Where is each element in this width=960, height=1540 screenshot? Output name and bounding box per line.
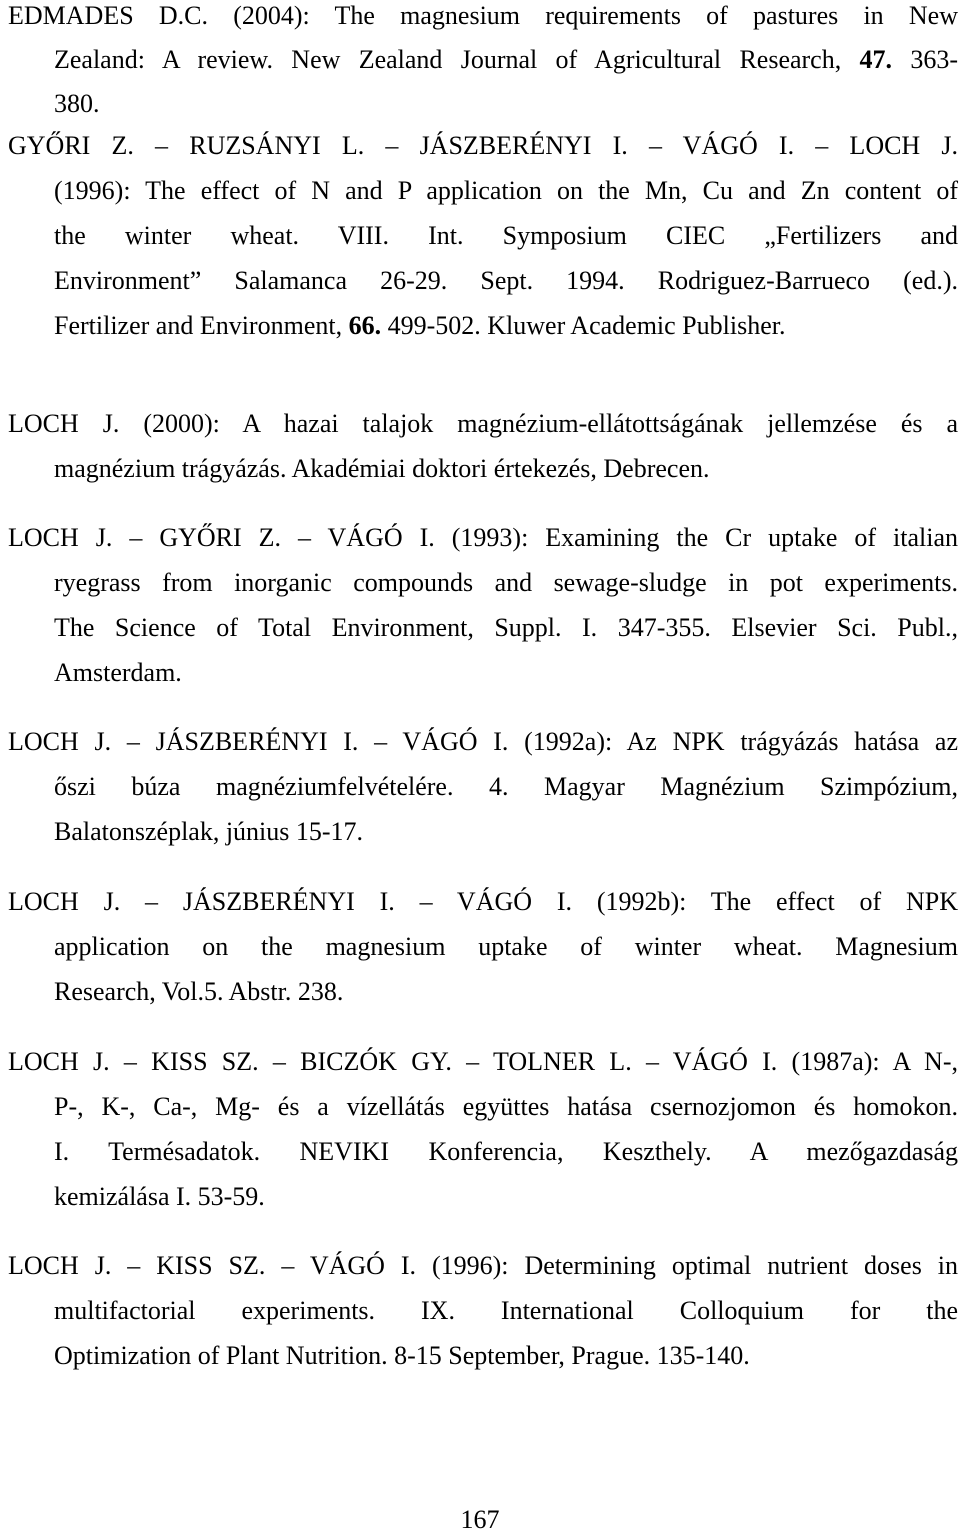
reference-line: kemizálása I. 53-59. bbox=[54, 1182, 265, 1211]
reference-line: Research, Vol.5. Abstr. 238. bbox=[54, 977, 344, 1006]
volume-number: 47. bbox=[859, 45, 893, 74]
reference-line: I. Termésadatok. NEVIKI Konferencia, Keszthely. A mezőgazdaság bbox=[54, 1137, 958, 1166]
reference-line: Optimization of Plant Nutrition. 8-15 September, Prague. 135-140. bbox=[54, 1341, 750, 1370]
volume-number: 66. bbox=[348, 311, 382, 340]
reference-line: GYŐRI Z. – RUZSÁNYI L. – JÁSZBERÉNYI I. – VÁGÓ I. – LOCH J. bbox=[8, 131, 958, 160]
reference-line: LOCH J. – JÁSZBERÉNYI I. – VÁGÓ I. (1992b): The effect of NPK bbox=[8, 887, 958, 916]
reference-line: (1996): The effect of N and P application on the Mn, Cu and Zn content of bbox=[54, 176, 958, 205]
reference-line: Balatonszéplak, június 15-17. bbox=[54, 817, 364, 846]
reference-line: LOCH J. – JÁSZBERÉNYI I. – VÁGÓ I. (1992a): Az NPK trágyázás hatása az bbox=[8, 727, 958, 756]
reference-line: ryegrass from inorganic compounds and sewage-sludge in pot experiments. bbox=[54, 568, 958, 597]
reference-line: application on the magnesium uptake of winter wheat. Magnesium bbox=[54, 932, 958, 961]
reference-line: multifactorial experiments. IX. International Colloquium for the bbox=[54, 1296, 958, 1325]
reference-line: the winter wheat. VIII. Int. Symposium CIEC „Fertilizers and bbox=[54, 221, 958, 250]
reference-line: Fertilizer and Environment, 66. 499-502. Kluwer Academic Publisher. bbox=[54, 311, 786, 340]
reference-line: LOCH J. – KISS SZ. – VÁGÓ I. (1996): Determining optimal nutrient doses in bbox=[8, 1251, 958, 1280]
reference-line: The Science of Total Environment, Suppl. I. 347-355. Elsevier Sci. Publ., bbox=[54, 613, 958, 642]
reference-line: LOCH J. – GYŐRI Z. – VÁGÓ I. (1993): Examining the Cr uptake of italian bbox=[8, 523, 958, 552]
reference-line: Zealand: A review. New Zealand Journal of Agricultural Research, 47. 363- bbox=[54, 45, 958, 74]
reference-line: Environment” Salamanca 26-29. Sept. 1994. Rodriguez-Barrueco (ed.). bbox=[54, 266, 958, 295]
reference-line: 380. bbox=[54, 89, 100, 118]
reference-line: magnézium trágyázás. Akadémiai doktori értekezés, Debrecen. bbox=[54, 454, 710, 483]
reference-line: Amsterdam. bbox=[54, 658, 182, 687]
reference-line: LOCH J. – KISS SZ. – BICZÓK GY. – TOLNER L. – VÁGÓ I. (1987a): A N-, bbox=[8, 1047, 958, 1076]
reference-line: őszi búza magnéziumfelvételére. 4. Magyar Magnézium Szimpózium, bbox=[54, 772, 958, 801]
reference-line: LOCH J. (2000): A hazai talajok magnézium-ellátottságának jellemzése és a bbox=[8, 409, 958, 438]
reference-line: EDMADES D.C. (2004): The magnesium requirements of pastures in New bbox=[8, 1, 958, 30]
reference-line: P-, K-, Ca-, Mg- és a vízellátás együttes hatása csernozjomon és homokon. bbox=[54, 1092, 958, 1121]
page-number: 167 bbox=[460, 1505, 500, 1534]
